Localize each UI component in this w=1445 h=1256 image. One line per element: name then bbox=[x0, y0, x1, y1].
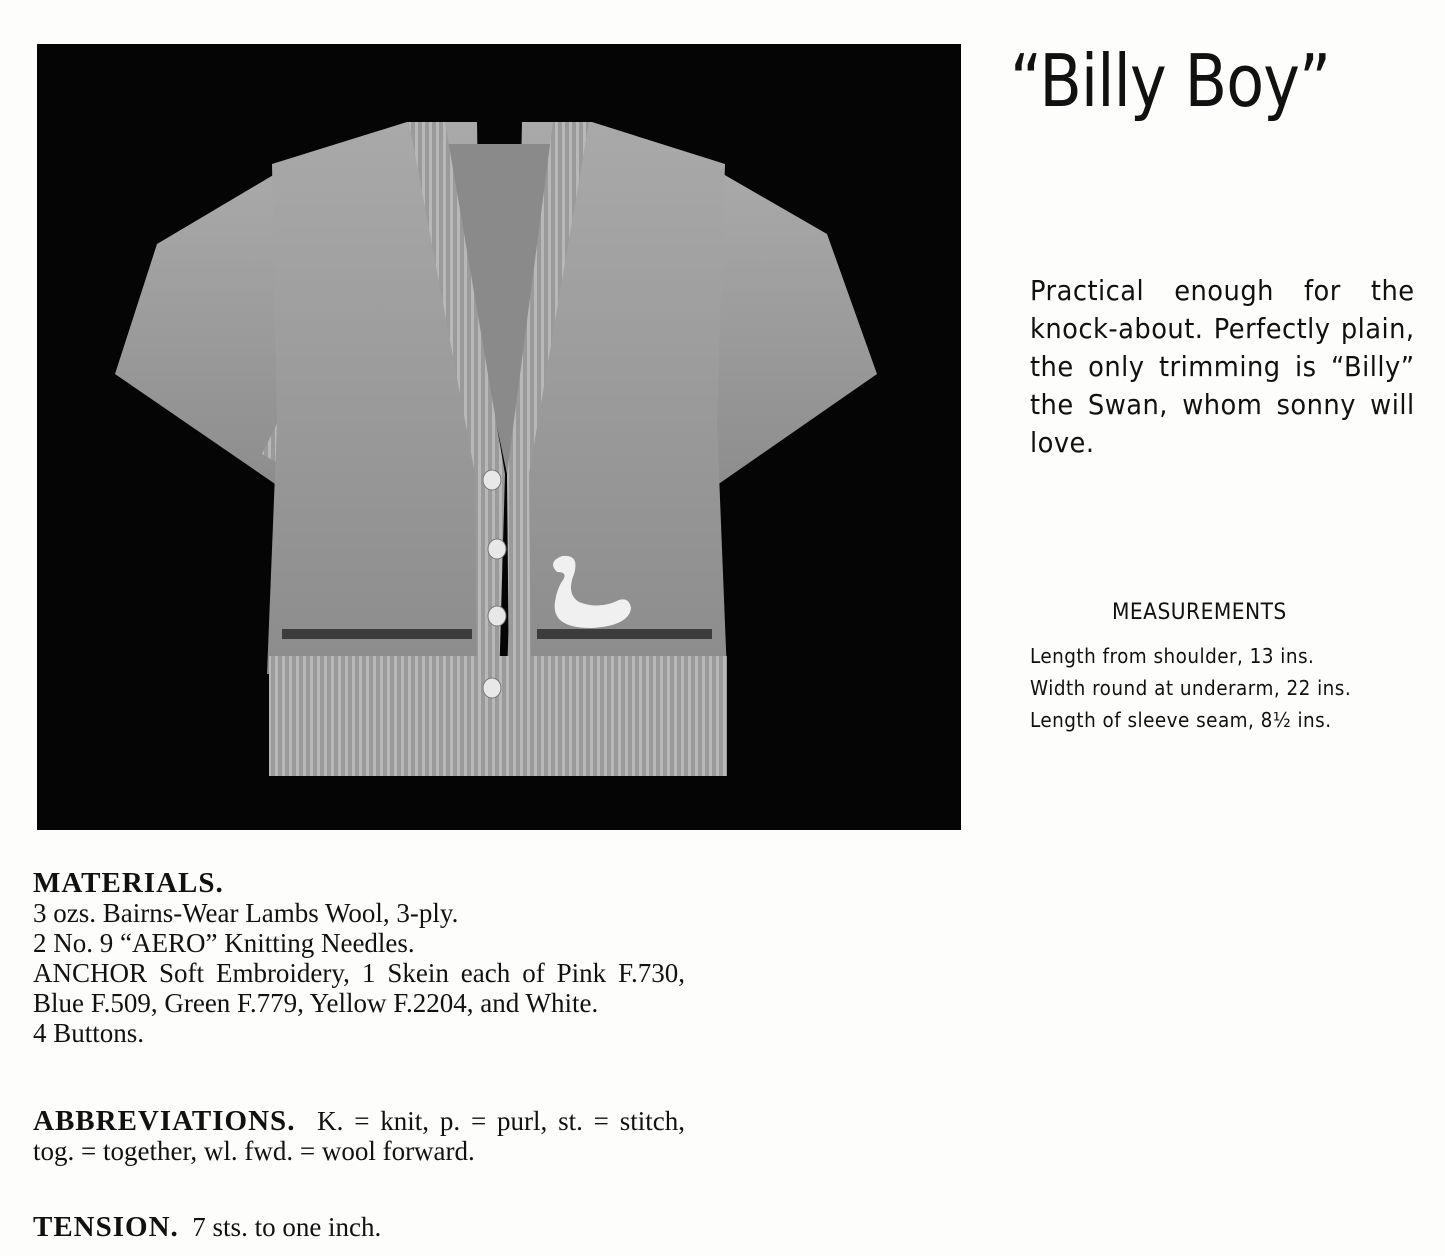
pattern-description: Practical enough for the knock-about. Perfectly plain, the only trimming is “Billy” the Swan, whom sonny will love. bbox=[1030, 274, 1415, 459]
measurement-item: Length from shoulder, 13 ins. bbox=[1030, 644, 1315, 668]
measurement-item: Width round at underarm, 22 ins. bbox=[1030, 676, 1352, 700]
materials-heading: MATERIALS. bbox=[33, 867, 224, 899]
cardigan-illustration bbox=[37, 44, 961, 830]
measurements-heading: MEASUREMENTS bbox=[1112, 600, 1287, 625]
materials-line: 3 ozs. Bairns-Wear Lambs Wool, 3-ply. bbox=[33, 898, 459, 928]
materials-line: 2 No. 9 “AERO” Knitting Needles. bbox=[33, 928, 415, 958]
materials-line: ANCHOR Soft Embroidery, 1 Skein each of Pink F.730, Blue F.509, Green F.779, Yellow F.2204, and White. bbox=[33, 958, 685, 1018]
cardigan-photo bbox=[37, 44, 961, 830]
tension-section bbox=[33, 1212, 693, 1242]
tension-heading: TENSION. bbox=[33, 1211, 179, 1243]
pattern-title: “Billy Boy” bbox=[1010, 39, 1331, 123]
materials-section bbox=[33, 868, 693, 1048]
measurements-list bbox=[1030, 640, 1351, 736]
abbreviations-section bbox=[33, 1106, 685, 1166]
materials-line: 4 Buttons. bbox=[33, 1018, 145, 1048]
abbreviations-text: K. = knit, p. = purl, st. = stitch, tog. = together, wl. fwd. = wool forward. bbox=[33, 1106, 685, 1166]
abbreviations-heading: ABBREVIATIONS. bbox=[33, 1105, 296, 1137]
tension-text: 7 sts. to one inch. bbox=[192, 1212, 382, 1242]
measurement-item: Length of sleeve seam, 8½ ins. bbox=[1030, 708, 1332, 732]
